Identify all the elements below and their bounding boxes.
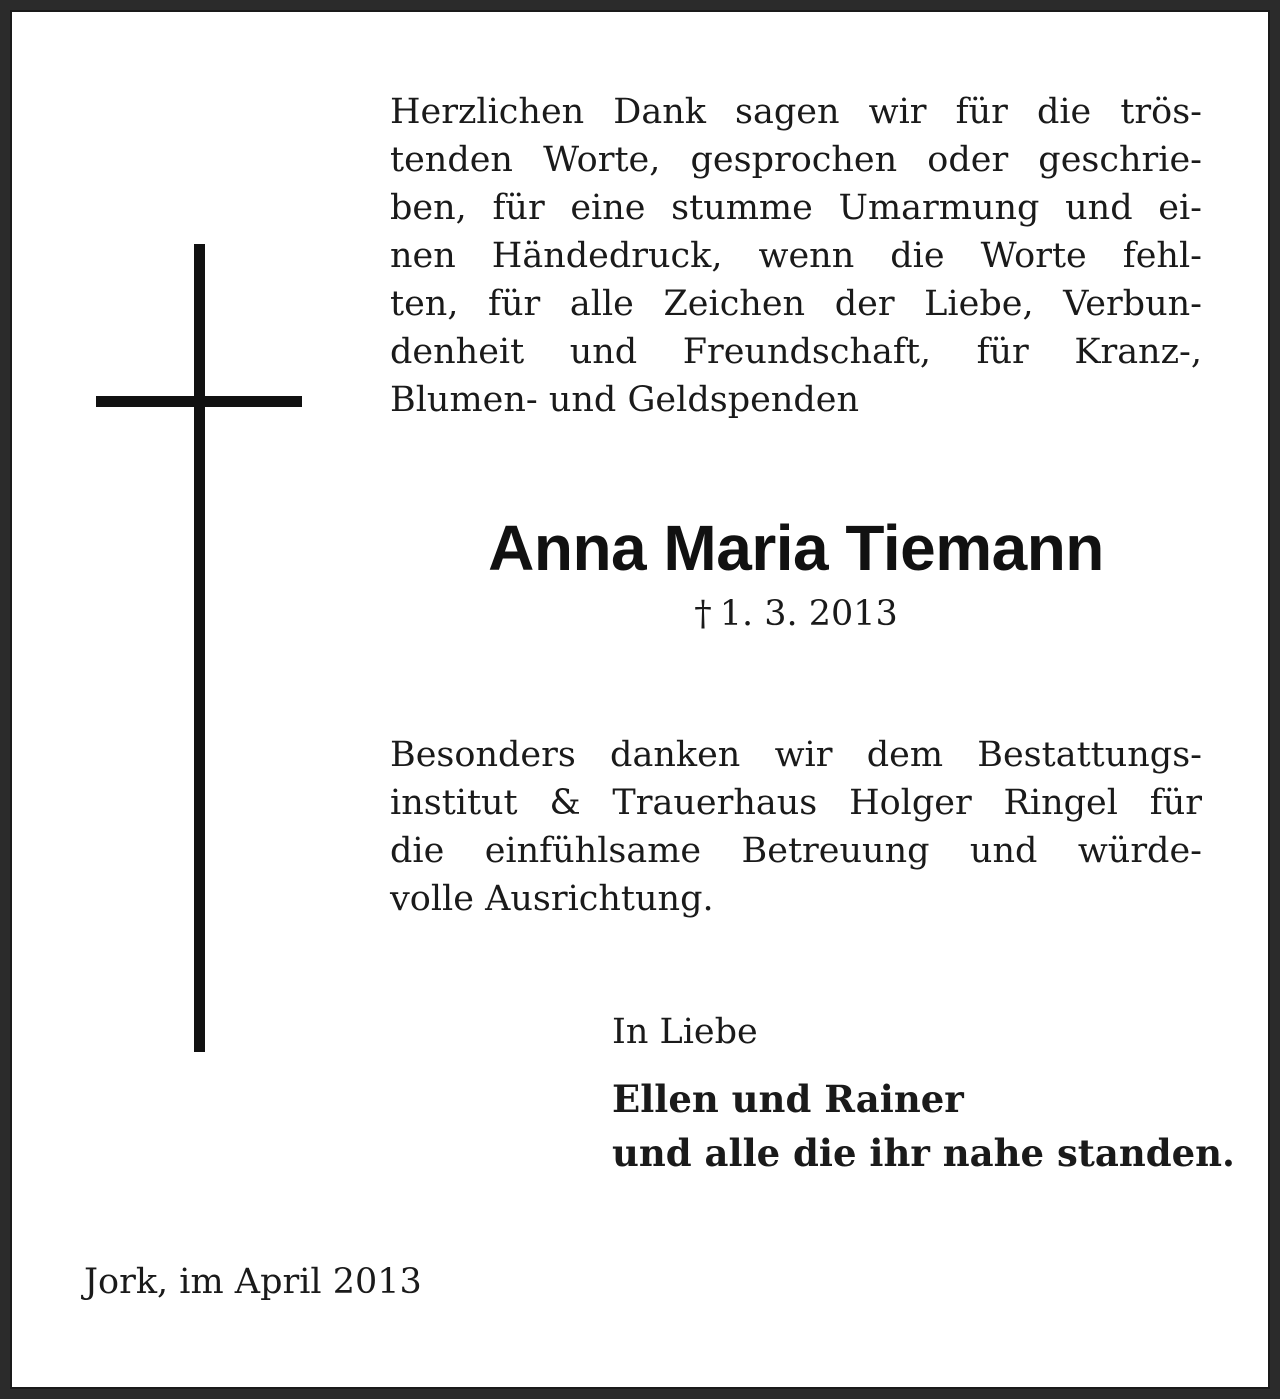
thanks-line: ten, für alle Zeichen der Liebe, Verbun-: [390, 284, 1202, 324]
thanks-line: Herzlichen Dank sagen wir für die trös-: [390, 92, 1202, 132]
special-thanks-line: Besonders danken wir dem Bestattungs-: [390, 735, 1202, 775]
special-thanks-line: die einfühlsame Betreuung und würde-: [390, 831, 1202, 871]
thanks-paragraph: [390, 88, 1202, 424]
death-date: 1. 3. 2013: [719, 594, 898, 634]
thanks-line: tenden Worte, gesprochen oder geschrie-: [390, 140, 1202, 180]
place-date: Jork, im April 2013: [84, 1262, 422, 1302]
thanks-line: nen Händedruck, wenn die Worte fehl-: [390, 236, 1202, 276]
thanks-line: Blumen- und Geldspenden: [390, 380, 860, 420]
thanks-line: ben, für eine stumme Umarmung und ei-: [390, 188, 1202, 228]
dagger-icon: †: [694, 594, 712, 634]
cross-horizontal-beam: [96, 396, 302, 407]
thanks-line: denheit und Freundschaft, für Kranz-,: [390, 332, 1202, 372]
special-thanks-line: institut & Trauerhaus Holger Ringel für: [390, 783, 1202, 823]
special-thanks-paragraph: [390, 731, 1202, 923]
cross-vertical-beam: [194, 244, 205, 1052]
death-date-line: [390, 592, 1202, 636]
special-thanks-line: volle Ausrichtung.: [390, 879, 714, 919]
closing-phrase: In Liebe: [612, 1012, 758, 1052]
obituary-card: [10, 10, 1270, 1389]
signatory-line: und alle die ihr nahe standen.: [612, 1131, 1235, 1175]
signatory-line: Ellen und Rainer: [612, 1077, 964, 1121]
signatories: [612, 1072, 1235, 1180]
deceased-name: Anna Maria Tiemann: [488, 512, 1104, 584]
